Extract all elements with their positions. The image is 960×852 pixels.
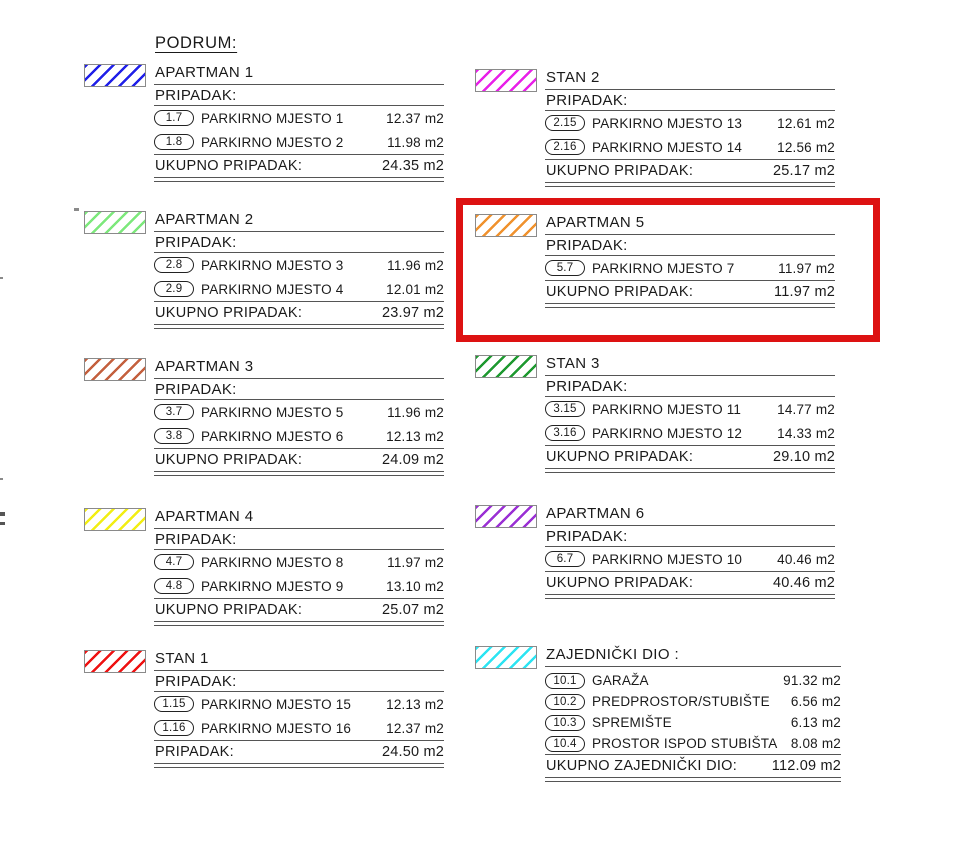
item-row [545,670,841,691]
item-row [154,253,444,277]
double-rule [545,182,835,187]
item-label: PARKIRNO MJESTO 8 [201,554,344,570]
total-label: UKUPNO PRIPADAK: [155,305,303,321]
pripadak-heading: PRIPADAK: [154,379,444,400]
item-row [154,550,444,574]
unit-title: APARTMAN 1 [154,63,444,85]
unit-title: STAN 3 [545,354,835,376]
item-label: PARKIRNO MJESTO 15 [201,696,352,712]
item-code-badge: 2.8 [154,257,194,273]
double-rule [154,177,444,182]
item-label: PARKIRNO MJESTO 3 [201,257,344,273]
item-row [545,421,835,445]
unit-title: APARTMAN 3 [154,357,444,379]
item-code-badge: 1.16 [154,720,194,736]
unit-title: STAN 1 [154,649,444,671]
item-label: PARKIRNO MJESTO 7 [592,260,735,276]
item-code-badge: 2.9 [154,281,194,297]
item-label: PARKIRNO MJESTO 1 [201,110,344,126]
total-row [545,280,835,303]
item-code-badge: 3.16 [545,425,585,441]
pripadak-heading: PRIPADAK: [545,526,835,547]
double-rule [545,777,841,782]
double-rule [545,468,835,473]
item-label: PROSTOR ISPOD STUBIŠTA [592,736,778,751]
total-label: PRIPADAK: [155,744,234,760]
item-label: SPREMIŠTE [592,715,672,730]
item-area: 12.61 m2 [777,115,835,131]
unit-block-zajednicki-dio [475,645,841,782]
item-label: PREDPROSTOR/STUBIŠTE [592,694,770,709]
hatch-swatch [475,646,537,669]
item-area: 8.08 m2 [790,736,841,751]
total-area: 25.17 m2 [772,163,835,179]
page-title: PODRUM: [155,34,238,52]
item-code-badge: 10.2 [545,694,585,710]
hatch-swatch [475,355,537,378]
unit-title: APARTMAN 5 [545,213,835,235]
item-code-badge: 4.7 [154,554,194,570]
total-row [545,571,835,594]
total-area: 24.09 m2 [381,452,444,468]
total-label: UKUPNO PRIPADAK: [155,452,303,468]
item-label: PARKIRNO MJESTO 4 [201,281,344,297]
total-row [154,154,444,177]
item-label: PARKIRNO MJESTO 6 [201,428,344,444]
item-code-badge: 2.15 [545,115,585,131]
unit-title: STAN 2 [545,68,835,90]
item-row [545,691,841,712]
unit-block-apartman-6 [475,504,841,599]
item-area: 14.77 m2 [777,401,835,417]
item-code-badge: 3.8 [154,428,194,444]
unit-title: APARTMAN 2 [154,210,444,232]
item-area: 12.56 m2 [777,139,835,155]
double-rule [154,471,444,476]
total-label: UKUPNO PRIPADAK: [546,575,694,591]
item-row [154,277,444,301]
item-row [545,547,835,571]
item-row [154,716,444,740]
total-label: UKUPNO PRIPADAK: [155,158,303,174]
double-rule [154,324,444,329]
item-area: 12.37 m2 [386,110,444,126]
pripadak-heading: PRIPADAK: [154,232,444,253]
hatch-swatch [84,358,146,381]
item-label: PARKIRNO MJESTO 5 [201,404,344,420]
item-area: 11.97 m2 [778,260,835,276]
item-label: PARKIRNO MJESTO 13 [592,115,743,131]
item-area: 13.10 m2 [386,578,444,594]
item-label: PARKIRNO MJESTO 10 [592,551,743,567]
pripadak-heading: PRIPADAK: [545,235,835,256]
pripadak-heading: PRIPADAK: [154,671,444,692]
unit-title: ZAJEDNIČKI DIO : [545,645,841,667]
item-code-badge: 10.1 [545,673,585,689]
item-area: 11.98 m2 [387,134,444,150]
pripadak-heading: PRIPADAK: [154,85,444,106]
item-row [154,574,444,598]
unit-block-stan-3 [475,354,841,473]
double-rule [154,763,444,768]
unit-block-apartman-5 [475,213,841,308]
item-code-badge: 4.8 [154,578,194,594]
stray-mark [74,208,79,211]
item-code-badge: 1.15 [154,696,194,712]
item-row [545,256,835,280]
unit-block-apartman-1 [84,63,450,182]
item-label: PARKIRNO MJESTO 14 [592,139,743,155]
total-area: 29.10 m2 [772,449,835,465]
item-row [545,111,835,135]
item-label: PARKIRNO MJESTO 12 [592,425,743,441]
item-row [545,397,835,421]
total-area: 23.97 m2 [381,305,444,321]
pripadak-heading: PRIPADAK: [545,376,835,397]
item-code-badge: 5.7 [545,260,585,276]
total-area: 112.09 m2 [771,758,841,774]
pripadak-heading: PRIPADAK: [545,90,835,111]
item-row [154,400,444,424]
item-code-badge: 1.8 [154,134,194,150]
item-label: PARKIRNO MJESTO 9 [201,578,344,594]
item-row [154,130,444,154]
double-rule [154,621,444,626]
total-area: 40.46 m2 [772,575,835,591]
stray-mark [0,512,5,516]
item-label: GARAŽA [592,673,649,688]
item-row [154,692,444,716]
item-row [545,733,841,754]
item-area: 91.32 m2 [783,673,841,688]
unit-block-apartman-2 [84,210,450,329]
pripadak-heading: PRIPADAK: [154,529,444,550]
stray-mark [0,277,3,279]
hatch-swatch [84,211,146,234]
total-row [545,754,841,777]
total-row [545,445,835,468]
hatch-swatch [475,69,537,92]
unit-title: APARTMAN 6 [545,504,835,526]
item-label: PARKIRNO MJESTO 2 [201,134,344,150]
item-row [545,135,835,159]
item-row [545,712,841,733]
double-rule [545,594,835,599]
total-row [545,159,835,182]
hatch-swatch [475,214,537,237]
hatch-swatch [84,650,146,673]
stray-mark [0,522,5,525]
item-code-badge: 10.4 [545,736,585,752]
item-area: 12.13 m2 [386,428,444,444]
unit-block-apartman-4 [84,507,450,626]
total-row [154,448,444,471]
item-area: 11.96 m2 [387,404,444,420]
total-row [154,301,444,324]
item-area: 11.96 m2 [387,257,444,273]
item-label: PARKIRNO MJESTO 16 [201,720,352,736]
item-code-badge: 3.7 [154,404,194,420]
total-label: UKUPNO PRIPADAK: [546,449,694,465]
item-area: 6.56 m2 [790,694,841,709]
item-area: 12.37 m2 [386,720,444,736]
item-area: 14.33 m2 [777,425,835,441]
item-code-badge: 6.7 [545,551,585,567]
item-code-badge: 3.15 [545,401,585,417]
total-label: UKUPNO ZAJEDNIČKI DIO: [546,758,738,774]
total-area: 25.07 m2 [381,602,444,618]
hatch-swatch [84,508,146,531]
total-area: 11.97 m2 [774,284,835,300]
item-area: 6.13 m2 [790,715,841,730]
unit-title: APARTMAN 4 [154,507,444,529]
total-row [154,598,444,621]
total-label: UKUPNO PRIPADAK: [546,284,694,300]
hatch-swatch [475,505,537,528]
item-code-badge: 2.16 [545,139,585,155]
item-code-badge: 10.3 [545,715,585,731]
double-rule [545,303,835,308]
item-area: 11.97 m2 [387,554,444,570]
total-area: 24.50 m2 [381,744,444,760]
hatch-swatch [84,64,146,87]
item-row [154,424,444,448]
item-label: PARKIRNO MJESTO 11 [592,401,742,417]
item-row [154,106,444,130]
total-area: 24.35 m2 [381,158,444,174]
unit-block-apartman-3 [84,357,450,476]
item-area: 12.01 m2 [386,281,444,297]
item-area: 12.13 m2 [386,696,444,712]
item-area: 40.46 m2 [777,551,835,567]
total-label: UKUPNO PRIPADAK: [546,163,694,179]
total-row [154,740,444,763]
unit-block-stan-2 [475,68,841,187]
stray-mark [0,478,3,480]
total-label: UKUPNO PRIPADAK: [155,602,303,618]
unit-block-stan-1 [84,649,450,768]
item-code-badge: 1.7 [154,110,194,126]
